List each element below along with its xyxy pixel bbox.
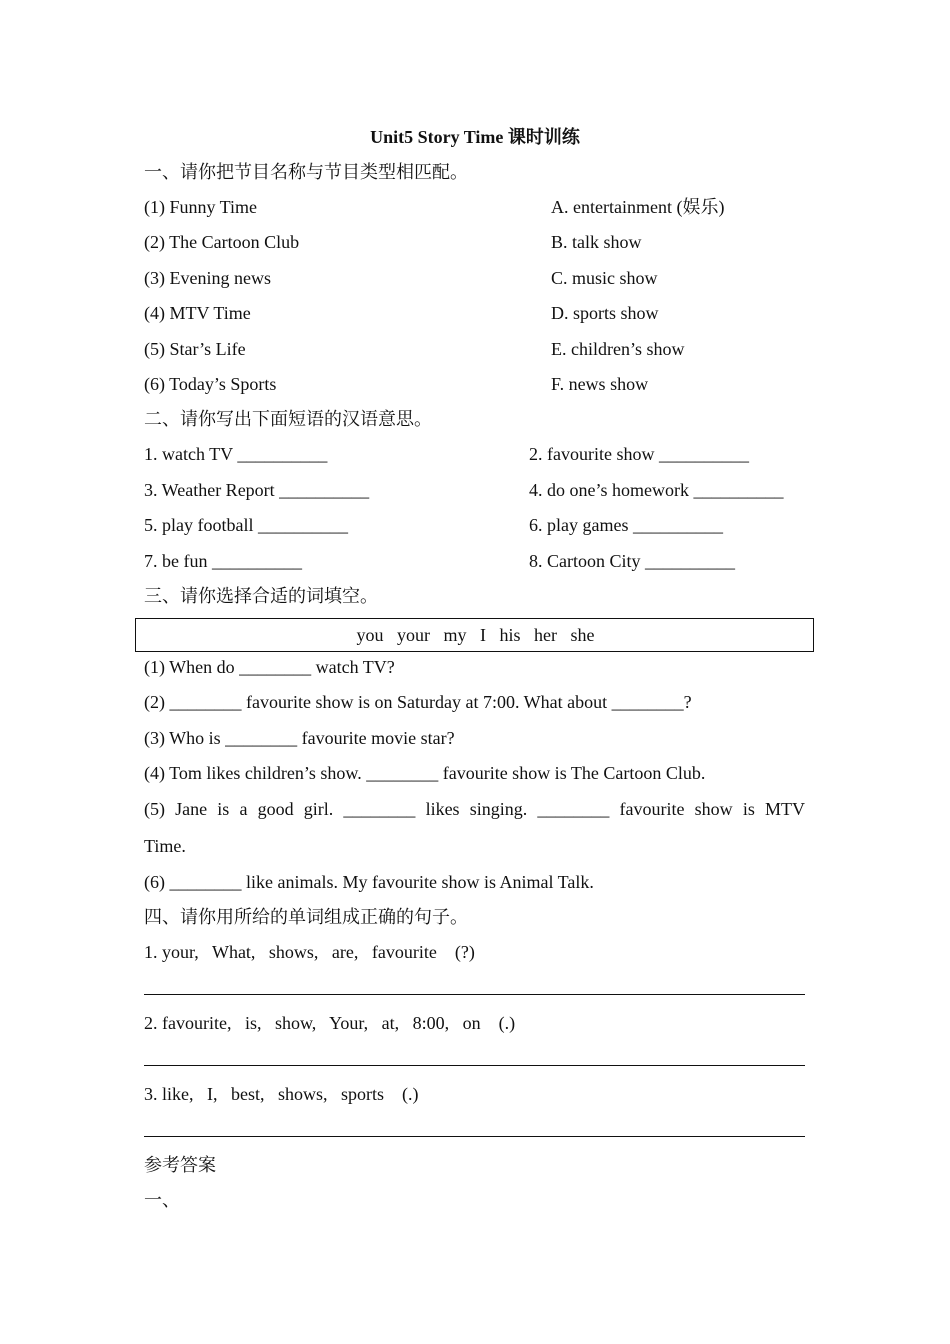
program-name-item: (4) MTV Time — [144, 303, 251, 323]
program-type-option: C. music show — [551, 268, 658, 288]
program-type-option: E. children’s show — [551, 339, 685, 359]
phrase-item: 3. Weather Report __________ — [144, 480, 370, 500]
answers-heading: 参考答案 — [144, 1155, 216, 1175]
sentence-prompt: 1. your, What, shows, are, favourite (?) — [144, 942, 475, 962]
phrase-item: 7. be fun __________ — [144, 551, 302, 571]
section2-heading: 二、请你写出下面短语的汉语意思。 — [144, 409, 432, 429]
phrase-item: 2. favourite show __________ — [529, 444, 749, 464]
program-name-item: (2) The Cartoon Club — [144, 232, 300, 252]
fill-blank-item: (5) Jane is a good girl. ________ likes singing. ________ favourite show is MTV — [144, 799, 805, 819]
fill-blank-item-continued: Time. — [144, 836, 186, 856]
section3-heading: 三、请你选择合适的词填空。 — [144, 586, 378, 606]
fill-blank-item: (2) ________ favourite show is on Saturday at 7:00. What about ________? — [144, 692, 692, 712]
program-name-item: (3) Evening news — [144, 268, 271, 288]
section1-heading: 一、请你把节目名称与节目类型相匹配。 — [144, 162, 468, 182]
sentence-prompt: 2. favourite, is, show, Your, at, 8:00, on (.) — [144, 1013, 516, 1033]
section4-heading: 四、请你用所给的单词组成正确的句子。 — [144, 907, 468, 927]
fill-blank-item: (4) Tom likes children’s show. ________ favourite show is The Cartoon Club. — [144, 763, 706, 783]
answer-line — [144, 1136, 805, 1137]
sentence-prompt: 3. like, I, best, shows, sports (.) — [144, 1084, 419, 1104]
program-name-item: (6) Today’s Sports — [144, 374, 277, 394]
program-type-option: B. talk show — [551, 232, 642, 252]
phrase-item: 1. watch TV __________ — [144, 444, 328, 464]
answers-subheading: 一、 — [144, 1190, 180, 1210]
answer-line — [144, 1065, 805, 1066]
program-name-item: (1) Funny Time — [144, 197, 258, 217]
phrase-item: 4. do one’s homework __________ — [529, 480, 784, 500]
program-type-option: A. entertainment (娱乐) — [551, 197, 725, 217]
phrase-item: 6. play games __________ — [529, 515, 723, 535]
program-type-option: F. news show — [551, 374, 649, 394]
fill-blank-item: (1) When do ________ watch TV? — [144, 657, 395, 677]
answer-line — [144, 994, 805, 995]
word-bank-text: you your my I his her she — [356, 625, 595, 645]
program-type-option: D. sports show — [551, 303, 659, 323]
page-title: Unit5 Story Time 课时训练 — [370, 127, 580, 147]
fill-blank-item: (3) Who is ________ favourite movie star? — [144, 728, 455, 748]
phrase-item: 8. Cartoon City __________ — [529, 551, 735, 571]
phrase-item: 5. play football __________ — [144, 515, 348, 535]
word-bank-box — [135, 618, 814, 652]
fill-blank-item: (6) ________ like animals. My favourite show is Animal Talk. — [144, 872, 594, 892]
program-name-item: (5) Star’s Life — [144, 339, 246, 359]
